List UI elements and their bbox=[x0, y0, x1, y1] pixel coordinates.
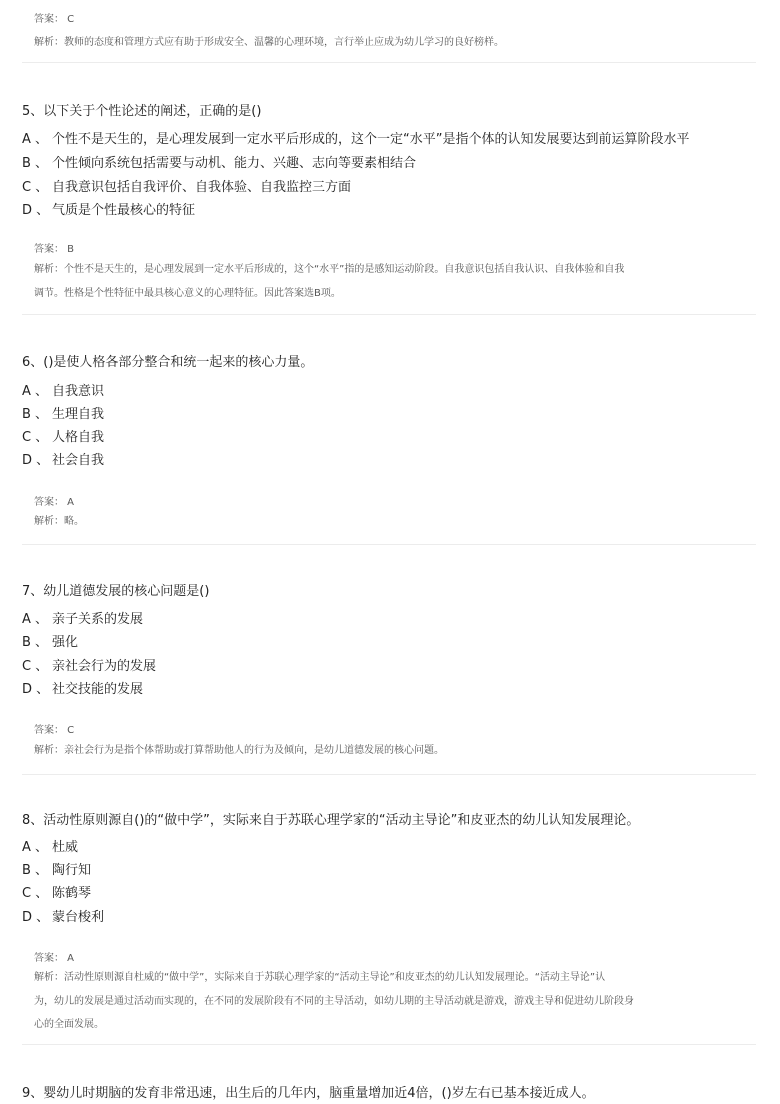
q8-answer-box bbox=[22, 940, 756, 1045]
q6-option-c[interactable] bbox=[22, 426, 104, 445]
q6-title: 6、()是使人格各部分整合和统一起来的核心力量。 bbox=[22, 355, 314, 370]
q8-option-c[interactable] bbox=[22, 882, 91, 901]
q8-explanation-line: 为，幼儿的发展是通过活动而实现的，在不同的发展阶段有不同的主导活动，如幼儿期的主导活动就是游戏，游戏主导和促进幼儿阶段身 bbox=[34, 996, 634, 1007]
option-letter: A 、 bbox=[22, 132, 49, 147]
q9-title: 9、婴幼儿时期脑的发育非常迅速，出生后的几年内，脑重量增加近4倍，()岁左右已基本接近成人。 bbox=[22, 1086, 595, 1101]
q7-answer-box bbox=[22, 712, 756, 775]
option-letter: C 、 bbox=[22, 659, 49, 674]
q6-option-a[interactable] bbox=[22, 380, 104, 399]
option-text: 亲子关系的发展 bbox=[52, 612, 144, 627]
option-text: 社会自我 bbox=[52, 453, 105, 468]
q8-explanation-line: 解析：活动性原则源自杜威的“做中学”，实际来自于苏联心理学家的“活动主导论”和皮亚杰的幼儿认知发展理论。“活动主导论”认 bbox=[34, 972, 606, 983]
option-letter: A 、 bbox=[22, 384, 49, 399]
option-letter: B 、 bbox=[22, 863, 49, 878]
option-text: 强化 bbox=[52, 635, 79, 650]
q5-explanation-line: 解析：个性不是天生的，是心理发展到一定水平后形成的，这个“水平”指的是感知运动阶段。自我意识包括自我认识、自我体验和自我 bbox=[34, 264, 625, 275]
q5-option-d[interactable] bbox=[22, 199, 195, 218]
q5-option-b[interactable] bbox=[22, 152, 416, 171]
option-text: 社交技能的发展 bbox=[52, 682, 144, 697]
option-text: 生理自我 bbox=[52, 407, 105, 422]
option-letter: A 、 bbox=[22, 840, 49, 855]
q6-explanation-line: 解析：略。 bbox=[34, 516, 84, 527]
option-letter: C 、 bbox=[22, 886, 49, 901]
option-letter: D 、 bbox=[22, 453, 50, 468]
q4-answer: 答案： C bbox=[34, 14, 75, 25]
q5-option-c[interactable] bbox=[22, 176, 351, 195]
q5-answer-box bbox=[22, 230, 756, 315]
option-text: 个性不是天生的，是心理发展到一定水平后形成的，这个一定“水平”是指个体的认知发展要达到前运算阶段水平 bbox=[52, 132, 690, 147]
q5-answer: 答案： B bbox=[34, 244, 75, 255]
q6-option-d[interactable] bbox=[22, 449, 104, 468]
q7-option-b[interactable] bbox=[22, 631, 78, 650]
option-text: 人格自我 bbox=[52, 430, 105, 445]
q8-explanation-line: 心的全面发展。 bbox=[34, 1019, 104, 1030]
option-letter: D 、 bbox=[22, 910, 50, 925]
q7-title: 7、幼儿道德发展的核心问题是() bbox=[22, 584, 210, 599]
q8-title: 8、活动性原则源自()的“做中学”，实际来自于苏联心理学家的“活动主导论”和皮亚杰的幼儿认知发展理论。 bbox=[22, 813, 640, 828]
q7-option-a[interactable] bbox=[22, 608, 143, 627]
option-letter: D 、 bbox=[22, 203, 50, 218]
q6-option-b[interactable] bbox=[22, 403, 104, 422]
option-text: 自我意识包括自我评价、自我体验、自我监控三方面 bbox=[52, 180, 352, 195]
option-text: 个性倾向系统包括需要与动机、能力、兴趣、志向等要素相结合 bbox=[52, 156, 417, 171]
q5-explanation-line: 调节。性格是个性特征中最具核心意义的心理特征。因此答案选B项。 bbox=[34, 288, 341, 299]
q8-option-b[interactable] bbox=[22, 859, 91, 878]
q4-explanation-line: 解析：教师的态度和管理方式应有助于形成安全、温馨的心理环境，言行举止应成为幼儿学习的良好榜样。 bbox=[34, 37, 504, 48]
option-text: 杜威 bbox=[52, 840, 79, 855]
option-text: 陈鹤琴 bbox=[52, 886, 92, 901]
q8-option-d[interactable] bbox=[22, 906, 104, 925]
option-text: 陶行知 bbox=[52, 863, 92, 878]
q5-option-a[interactable] bbox=[22, 128, 689, 147]
option-letter: B 、 bbox=[22, 407, 49, 422]
option-letter: C 、 bbox=[22, 180, 49, 195]
option-text: 蒙台梭利 bbox=[52, 910, 105, 925]
q6-answer-box bbox=[22, 484, 756, 545]
q5-title: 5、以下关于个性论述的阐述，正确的是() bbox=[22, 104, 262, 119]
q6-answer: 答案： A bbox=[34, 497, 75, 508]
option-text: 气质是个性最核心的特征 bbox=[52, 203, 196, 218]
option-letter: B 、 bbox=[22, 156, 49, 171]
q7-option-d[interactable] bbox=[22, 678, 143, 697]
q8-answer: 答案： A bbox=[34, 953, 75, 964]
option-letter: D 、 bbox=[22, 682, 50, 697]
option-letter: B 、 bbox=[22, 635, 49, 650]
q7-explanation-line: 解析：亲社会行为是指个体帮助或打算帮助他人的行为及倾向，是幼儿道德发展的核心问题。 bbox=[34, 745, 444, 756]
q7-answer: 答案： C bbox=[34, 725, 75, 736]
q7-option-c[interactable] bbox=[22, 655, 156, 674]
q8-option-a[interactable] bbox=[22, 836, 78, 855]
q4-answer-box bbox=[22, 0, 756, 63]
option-text: 亲社会行为的发展 bbox=[52, 659, 157, 674]
option-letter: C 、 bbox=[22, 430, 49, 445]
option-letter: A 、 bbox=[22, 612, 49, 627]
option-text: 自我意识 bbox=[52, 384, 105, 399]
